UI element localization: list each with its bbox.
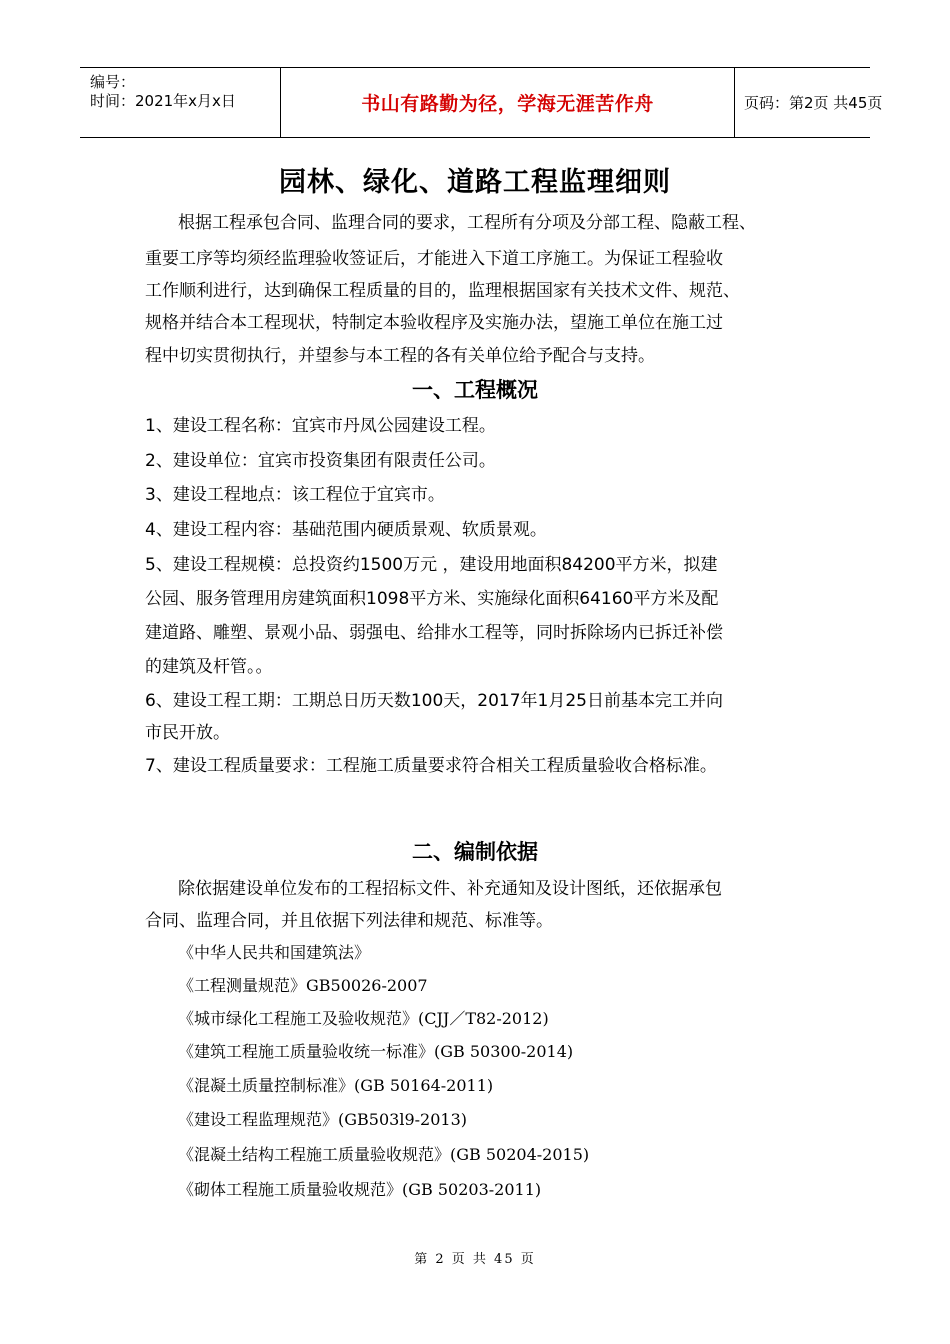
page-info: 页码：第2页 共45页 — [744, 94, 883, 112]
header-page-cell — [734, 68, 883, 137]
overview-item: 公园、服务管理用房建筑面积1098平方米、实施绿化面积64160平方米及配 — [145, 589, 719, 609]
reference-item: 《建设工程监理规范》(GB503l9-2013) — [178, 1110, 467, 1129]
reference-item: 《建筑工程施工质量验收统一标准》(GB 50300-2014) — [178, 1042, 574, 1061]
section-heading-overview: 一、工程概况 — [412, 378, 538, 402]
reference-item: 《混凝土结构工程施工质量验收规范》(GB 50204-2015) — [178, 1145, 590, 1164]
header-left-cell — [80, 68, 280, 137]
overview-item: 市民开放。 — [145, 723, 230, 743]
reference-item: 《工程测量规范》GB50026-2007 — [178, 976, 428, 995]
reference-item: 《砌体工程施工质量验收规范》(GB 50203-2011) — [178, 1180, 542, 1199]
page-title: 园林、绿化、道路工程监理细则 — [279, 167, 671, 198]
overview-item: 3、建设工程地点：该工程位于宜宾市。 — [145, 485, 445, 505]
overview-item: 5、建设工程规模：总投资约1500万元 ，建设用地面积84200平方米，拟建 — [145, 555, 718, 575]
header-motto-cell — [280, 68, 735, 137]
intro-line: 根据工程承包合同、监理合同的要求，工程所有分项及分部工程、隐蔽工程、 — [178, 213, 756, 233]
basis-intro-line: 合同、监理合同，并且依据下列法律和规范、标准等。 — [145, 911, 553, 931]
reference-item: 《中华人民共和国建筑法》 — [178, 943, 371, 962]
basis-intro-line: 除依据建设单位发布的工程招标文件、补充通知及设计图纸，还依据承包 — [178, 879, 722, 899]
intro-line: 重要工序等均须经监理验收签证后，才能进入下道工序施工。为保证工程验收 — [145, 249, 723, 269]
intro-line: 程中切实贯彻执行，并望参与本工程的各有关单位给予配合与支持。 — [145, 346, 655, 366]
intro-line: 规格并结合本工程现状，特制定本验收程序及实施办法，望施工单位在施工过 — [145, 313, 723, 333]
overview-item: 4、建设工程内容：基础范围内硬质景观、软质景观。 — [145, 520, 547, 540]
date-label: 时间：2021年x月x日 — [90, 92, 236, 110]
overview-item: 2、建设单位：宜宾市投资集团有限责任公司。 — [145, 451, 496, 471]
motto-text: 书山有路勤为径，学海无涯苦作舟 — [361, 93, 654, 115]
page-footer: 第 2 页 共 45 页 — [414, 1252, 536, 1267]
intro-line: 工作顺利进行，达到确保工程质量的目的，监理根据国家有关技术文件、规范、 — [145, 281, 740, 301]
overview-item: 建道路、雕塑、景观小品、弱强电、给排水工程等，同时拆除场内已拆迁补偿 — [145, 623, 723, 643]
reference-item: 《城市绿化工程施工及验收规范》(CJJ／T82-2012) — [178, 1009, 549, 1028]
overview-item: 1、建设工程名称：宜宾市丹凤公园建设工程。 — [145, 416, 496, 436]
header-table — [80, 67, 883, 138]
number-label: 编号： — [90, 73, 136, 91]
overview-item: 的建筑及杆管。。 — [145, 657, 273, 677]
overview-item: 7、建设工程质量要求：工程施工质量要求符合相关工程质量验收合格标准。 — [145, 756, 717, 776]
section-heading-basis: 二、编制依据 — [412, 840, 538, 864]
overview-item: 6、建设工程工期：工期总日历天数100天，2017年1月25日前基本完工并向 — [145, 691, 723, 711]
reference-item: 《混凝土质量控制标准》(GB 50164-2011) — [178, 1076, 494, 1095]
